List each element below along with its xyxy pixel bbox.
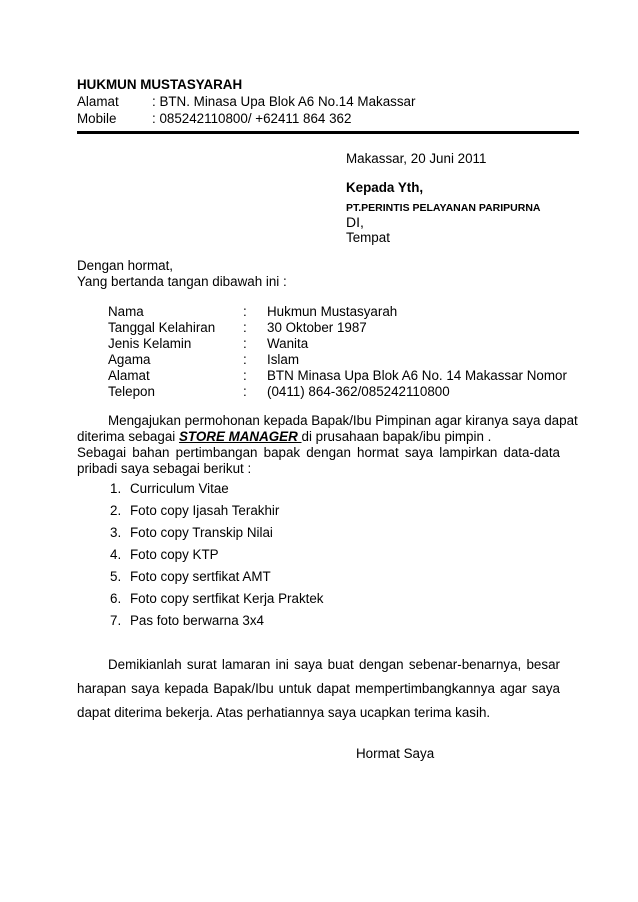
position-title: STORE MANAGER	[178, 429, 302, 444]
list-item: 5. Foto copy sertfikat AMT	[110, 569, 271, 584]
address-value: : BTN. Minasa Upa Blok A6 No.14 Makassar	[152, 94, 416, 109]
identity-value-jenis-kelamin: Wanita	[267, 336, 309, 351]
intro-line: Yang bertanda tangan dibawah ini :	[77, 274, 287, 289]
company-name: PT.PERINTIS PELAYANAN PARIPURNA	[346, 202, 541, 214]
mobile-label: Mobile	[77, 111, 117, 126]
identity-label-telepon: Telepon	[108, 384, 155, 399]
body-line-4: pribadi saya sebagai berikut :	[77, 461, 252, 476]
list-item: 2. Foto copy Ijasah Terakhir	[110, 503, 280, 518]
di-label: DI,	[346, 214, 364, 230]
body-line-2-pre: diterima sebagai	[77, 429, 179, 444]
identity-sep: :	[243, 384, 247, 399]
list-item: 6. Foto copy sertfikat Kerja Praktek	[110, 591, 324, 606]
place-date: Makassar, 20 Juni 2011	[346, 151, 487, 166]
closing-line-1: Demikianlah surat lamaran ini saya buat dengan sebenar-benarnya, besar	[108, 657, 560, 672]
body-line-2-post: di prusahaan bapak/ibu pimpin .	[301, 429, 492, 444]
list-item: 4. Foto copy KTP	[110, 547, 219, 562]
identity-label-tanggal: Tanggal Kelahiran	[108, 320, 216, 335]
greeting: Dengan hormat,	[77, 258, 174, 273]
closing-line-2: harapan saya kepada Bapak/Ibu untuk dapat mempertimbangkannya agar saya	[77, 681, 560, 696]
identity-sep: :	[243, 336, 247, 351]
identity-label-nama: Nama	[108, 304, 144, 319]
identity-value-tanggal: 30 Oktober 1987	[267, 320, 367, 335]
identity-sep: :	[243, 368, 247, 383]
identity-sep: :	[243, 320, 247, 335]
identity-sep: :	[243, 304, 247, 319]
identity-label-alamat: Alamat	[108, 368, 150, 383]
identity-label-agama: Agama	[108, 352, 151, 367]
identity-label-jenis-kelamin: Jenis Kelamin	[108, 336, 192, 351]
tempat-label: Tempat	[346, 230, 390, 245]
closing-line-3: dapat diterima bekerja. Atas perhatiannya saya ucapkan terima kasih.	[77, 705, 491, 720]
list-item: 7. Pas foto berwarna 3x4	[110, 613, 264, 628]
body-line-1: Mengajukan permohonan kepada Bapak/Ibu Pimpinan agar kiranya saya dapat	[108, 413, 578, 428]
header-divider	[77, 131, 579, 134]
body-line-3: Sebagai bahan pertimbangan bapak dengan hormat saya lampirkan data-data	[77, 445, 560, 460]
list-item: 1. Curriculum Vitae	[110, 481, 229, 496]
identity-value-agama: Islam	[267, 352, 299, 367]
address-label: Alamat	[77, 94, 119, 109]
list-item: 3. Foto copy Transkip Nilai	[110, 525, 273, 540]
identity-sep: :	[243, 352, 247, 367]
identity-value-alamat: BTN Minasa Upa Blok A6 No. 14 Makassar Nomor	[267, 368, 567, 383]
identity-value-telepon: (0411) 864-362/085242110800	[267, 384, 450, 399]
kepada-yth: Kepada Yth,	[346, 180, 424, 195]
sender-name: HUKMUN MUSTASYARAH	[77, 77, 243, 92]
signoff: Hormat Saya	[356, 746, 435, 761]
mobile-value: : 085242110800/ +62411 864 362	[152, 111, 352, 126]
identity-value-nama: Hukmun Mustasyarah	[267, 304, 398, 319]
body-line-2	[77, 429, 491, 444]
